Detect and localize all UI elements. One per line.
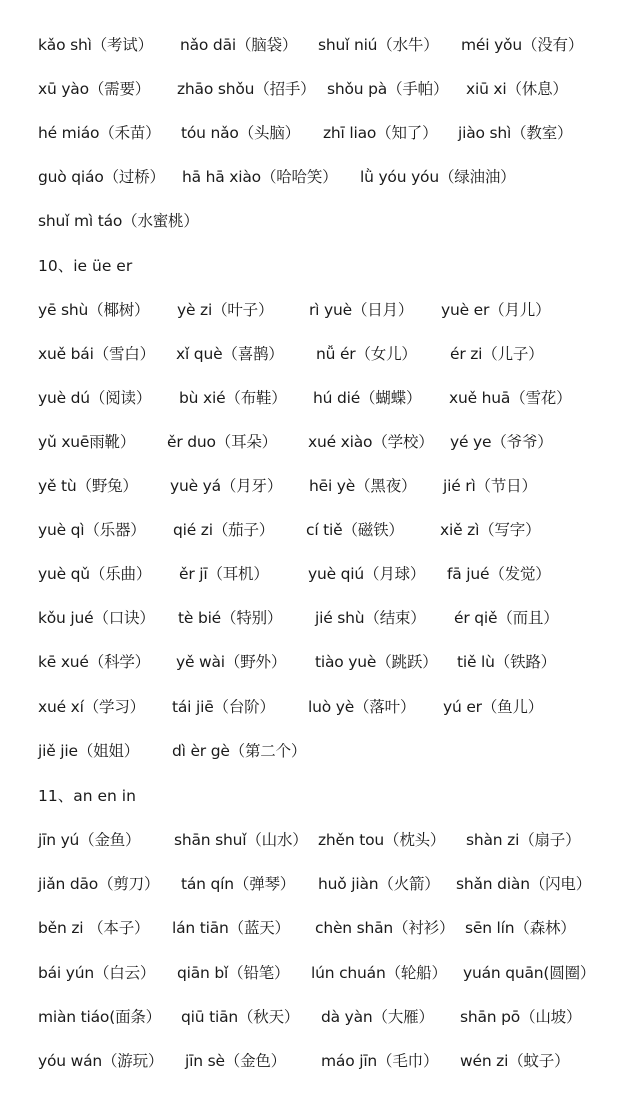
- pinyin-word-item: sēn lín（森林）: [465, 919, 576, 937]
- word-row: [0, 869, 640, 899]
- word-row: [0, 74, 640, 104]
- word-row: [0, 162, 640, 192]
- pinyin-word-item: jīn sè（金色）: [185, 1052, 286, 1070]
- pinyin-word-item: hú dié（蝴蝶）: [313, 389, 422, 407]
- pinyin-word-item: guò qiáo（过桥）: [38, 168, 165, 186]
- pinyin-word-item: tóu nǎo（头脑）: [181, 124, 300, 142]
- pinyin-word-item: shǎn diàn（闪电）: [456, 875, 592, 893]
- pinyin-word-item: lǜ yóu yóu（绿油油）: [360, 168, 516, 186]
- word-row: [0, 913, 640, 943]
- pinyin-word-item: hé miáo（禾苗）: [38, 124, 161, 142]
- pinyin-word-item: kǎo shì（考试）: [38, 36, 153, 54]
- pinyin-word-item: jiǎn dāo（剪刀）: [38, 875, 160, 893]
- word-row: [0, 559, 640, 589]
- pinyin-word-item: xué xiào（学校）: [308, 433, 434, 451]
- pinyin-word-item: zhāo shǒu（招手）: [177, 80, 316, 98]
- pinyin-word-item: hēi yè（黑夜）: [309, 477, 417, 495]
- word-row: [0, 1046, 640, 1076]
- pinyin-word-item: yuè qiú（月球）: [308, 565, 426, 583]
- word-row: [0, 206, 640, 236]
- pinyin-word-item: kē xué（科学）: [38, 653, 150, 671]
- pinyin-word-item: yē shù（椰树）: [38, 301, 150, 319]
- pinyin-word-item: hā hā xiào（哈哈笑）: [182, 168, 338, 186]
- pinyin-word-item: yuè er（月儿）: [441, 301, 551, 319]
- word-row: [0, 515, 640, 545]
- pinyin-word-item: dà yàn（大雁）: [321, 1008, 434, 1026]
- pinyin-word-item: yuè dú（阅读）: [38, 389, 152, 407]
- section-heading-row: [0, 781, 640, 811]
- pinyin-word-item: shuǐ niú（水牛）: [318, 36, 439, 54]
- pinyin-word-item: shuǐ mì táo（水蜜桃）: [38, 212, 199, 230]
- pinyin-word-item: dì èr gè（第二个）: [172, 742, 307, 760]
- pinyin-word-item: tái jiē（台阶）: [172, 698, 275, 716]
- word-row: [0, 825, 640, 855]
- pinyin-word-item: méi yǒu（没有）: [461, 36, 584, 54]
- pinyin-word-item: yè zi（叶子）: [177, 301, 274, 319]
- pinyin-word-item: cí tiě（磁铁）: [306, 521, 404, 539]
- pinyin-word-item: huǒ jiàn（火箭）: [318, 875, 440, 893]
- pinyin-word-item: yuán quān(圆圈）: [463, 964, 596, 982]
- pinyin-word-item: ěr jī（耳机）: [179, 565, 269, 583]
- pinyin-word-item: bái yún（白云）: [38, 964, 156, 982]
- pinyin-word-item: tiě lù（铁路）: [457, 653, 556, 671]
- word-row: [0, 339, 640, 369]
- section-heading: 10、ie üe er: [38, 257, 133, 275]
- pinyin-word-item: yě tù（野兔）: [38, 477, 138, 495]
- section-heading: 11、an en in: [38, 787, 136, 805]
- pinyin-word-item: bù xié（布鞋）: [179, 389, 287, 407]
- pinyin-word-item: jiě jie（姐姐）: [38, 742, 140, 760]
- pinyin-word-item: yuè qì（乐器）: [38, 521, 146, 539]
- word-row: [0, 383, 640, 413]
- pinyin-word-item: nǎo dāi（脑袋）: [180, 36, 298, 54]
- pinyin-word-item: chèn shān（衬衫）: [315, 919, 455, 937]
- pinyin-word-item: xiū xi（休息）: [466, 80, 568, 98]
- word-row: [0, 958, 640, 988]
- pinyin-word-item: ér qiě（而且）: [454, 609, 559, 627]
- word-row: [0, 471, 640, 501]
- pinyin-word-item: qiān bǐ（铅笔）: [177, 964, 290, 982]
- word-row: [0, 692, 640, 722]
- pinyin-word-item: jiào shì（教室）: [458, 124, 573, 142]
- pinyin-word-item: tán qín（弹琴）: [181, 875, 296, 893]
- pinyin-word-item: jié shù（结束）: [315, 609, 426, 627]
- pinyin-word-item: jīn yú（金鱼）: [38, 831, 141, 849]
- word-row: [0, 118, 640, 148]
- pinyin-word-item: rì yuè（日月）: [309, 301, 414, 319]
- pinyin-word-item: xiě zì（写字）: [440, 521, 541, 539]
- pinyin-word-item: miàn tiáo(面条）: [38, 1008, 161, 1026]
- word-row: [0, 295, 640, 325]
- pinyin-word-item: běn zi （本子）: [38, 919, 150, 937]
- word-row: [0, 427, 640, 457]
- section-heading-row: [0, 251, 640, 281]
- word-row: [0, 647, 640, 677]
- pinyin-word-item: kǒu jué（口诀）: [38, 609, 155, 627]
- pinyin-word-item: luò yè（落叶）: [308, 698, 416, 716]
- pinyin-word-item: zhī liao（知了）: [323, 124, 438, 142]
- word-row: [0, 736, 640, 766]
- pinyin-word-item: tiào yuè（跳跃）: [315, 653, 438, 671]
- pinyin-word-item: lún chuán（轮船）: [311, 964, 447, 982]
- pinyin-word-item: yě wài（野外）: [176, 653, 287, 671]
- pinyin-word-item: shàn zi（扇子）: [466, 831, 581, 849]
- word-row: [0, 603, 640, 633]
- pinyin-word-item: jié rì（节日）: [443, 477, 537, 495]
- pinyin-word-item: fā jué（发觉）: [447, 565, 551, 583]
- pinyin-word-item: xū yào（需要）: [38, 80, 151, 98]
- pinyin-word-item: yǔ xuē雨靴）: [38, 433, 136, 451]
- word-row: [0, 1002, 640, 1032]
- pinyin-word-item: xǐ què（喜鹊）: [176, 345, 284, 363]
- pinyin-word-item: nǚ ér（女儿）: [316, 345, 417, 363]
- word-row: [0, 30, 640, 60]
- pinyin-word-item: xuě bái（雪白）: [38, 345, 155, 363]
- pinyin-word-item: máo jīn（毛巾）: [321, 1052, 439, 1070]
- pinyin-word-item: shān shuǐ（山水）: [174, 831, 308, 849]
- pinyin-word-item: xué xí（学习）: [38, 698, 145, 716]
- pinyin-word-item: tè bié（特别）: [178, 609, 283, 627]
- pinyin-word-item: xuě huā（雪花）: [449, 389, 572, 407]
- pinyin-word-item: zhěn tou（枕头）: [318, 831, 446, 849]
- pinyin-word-item: yú er（鱼儿）: [443, 698, 544, 716]
- pinyin-word-item: qié zi（茄子）: [173, 521, 275, 539]
- pinyin-word-item: qiū tiān（秋天）: [181, 1008, 300, 1026]
- pinyin-word-item: lán tiān（蓝天）: [172, 919, 290, 937]
- pinyin-word-item: shǒu pà（手帕）: [327, 80, 449, 98]
- pinyin-word-item: ér zi（儿子）: [450, 345, 544, 363]
- pinyin-word-item: yuè yá（月牙）: [170, 477, 283, 495]
- pinyin-word-item: yuè qǔ（乐曲）: [38, 565, 152, 583]
- pinyin-word-item: ěr duo（耳朵）: [167, 433, 277, 451]
- pinyin-word-item: yóu wán（游玩）: [38, 1052, 164, 1070]
- pinyin-word-item: yé ye（爷爷）: [450, 433, 553, 451]
- pinyin-word-item: shān pō（山坡）: [460, 1008, 582, 1026]
- pinyin-word-item: wén zi（蚊子）: [460, 1052, 570, 1070]
